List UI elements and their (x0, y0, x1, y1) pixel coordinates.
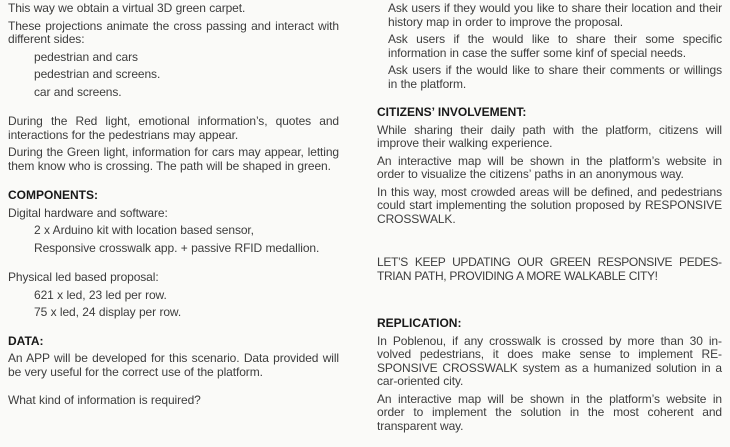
physical-list-item: 621 x led, 23 led per row. (34, 287, 167, 302)
digital-list-item: 2 x Arduino kit with location based sensor, (34, 223, 254, 237)
components-heading: COMPONENTS: (8, 188, 98, 202)
ask-users-paragraph: Ask users if the would like to share their some specific information in case the suffer some kinf of special needs. (388, 32, 722, 60)
citizens-involvement-heading: CITIZENS’ INVOLVEMENT: (377, 105, 527, 119)
physical-intro-paragraph: Physical led based proposal: (8, 270, 159, 284)
digital-list-item: Responsive crosswalk app. + passive RFID medallion. (34, 240, 320, 255)
physical-list-item: 75 x led, 24 display per row. (34, 305, 182, 319)
red-light-paragraph: During the Red light, emotional information’s, quotes and interactions for the pedestrians may appear. (8, 114, 339, 142)
ask-users-paragraph: Ask users if the would like to share their comments or willings in the platform. (388, 63, 722, 91)
digital-intro-paragraph: Digital hardware and software: (8, 205, 168, 220)
replication-paragraph: In Poblenou, if any crosswalk is crossed by more than 30 involved pedestrians, it does make sense to implement RESPONSIVE CROSSWALK system as a humanized solution in a car-oriented city. (377, 333, 722, 388)
sides-list-item: pedestrian and screens. (34, 67, 161, 81)
data-question-paragraph: What kind of information is required? (8, 393, 201, 407)
intro-paragraph: This way we obtain a virtual 3D green carpet. (8, 1, 246, 15)
replication-paragraph: An interactive map will be shown in the platform’s website in order to implement the solution in the most coherent and transparent way. (377, 391, 722, 433)
ask-users-paragraph: Ask users if they would you like to share their location and their history map in order to improve the proposal. (388, 1, 722, 29)
citizens-paragraph: An interactive map will be shown in the platform’s website in order to visualize the citizens’ paths in an anonymous way. (377, 153, 722, 181)
citizens-paragraph: While sharing their daily path with the platform, citizens will improve their walking experience. (377, 122, 722, 150)
sides-list-item: car and screens. (34, 84, 122, 99)
right-column (377, 2, 722, 437)
intro-paragraph: These projections animate the cross passing and interact with different sides: (8, 18, 339, 46)
data-heading: DATA: (8, 333, 44, 348)
data-body-paragraph: An APP will be developed for this scenario. Data provided will be very useful for the correct use of the platform. (8, 351, 339, 379)
replication-heading: REPLICATION: (377, 316, 462, 330)
slogan-paragraph: LET’S KEEP UPDATING OUR GREEN RESPONSIVE PEDESTRIAN PATH, PROVIDING A MORE WALKABLE CITY! (377, 255, 722, 283)
citizens-paragraph: In this way, most crowded areas will be defined, and pedestrians could start implementing the solution proposed by RESPONSIVE CROSSWALK. (377, 184, 722, 226)
left-column (8, 2, 339, 412)
sides-list-item: pedestrian and cars (34, 49, 138, 64)
green-light-paragraph: During the Green light, information for cars may appear, letting them know who is crossing. The path will be shaped in green. (8, 145, 339, 173)
